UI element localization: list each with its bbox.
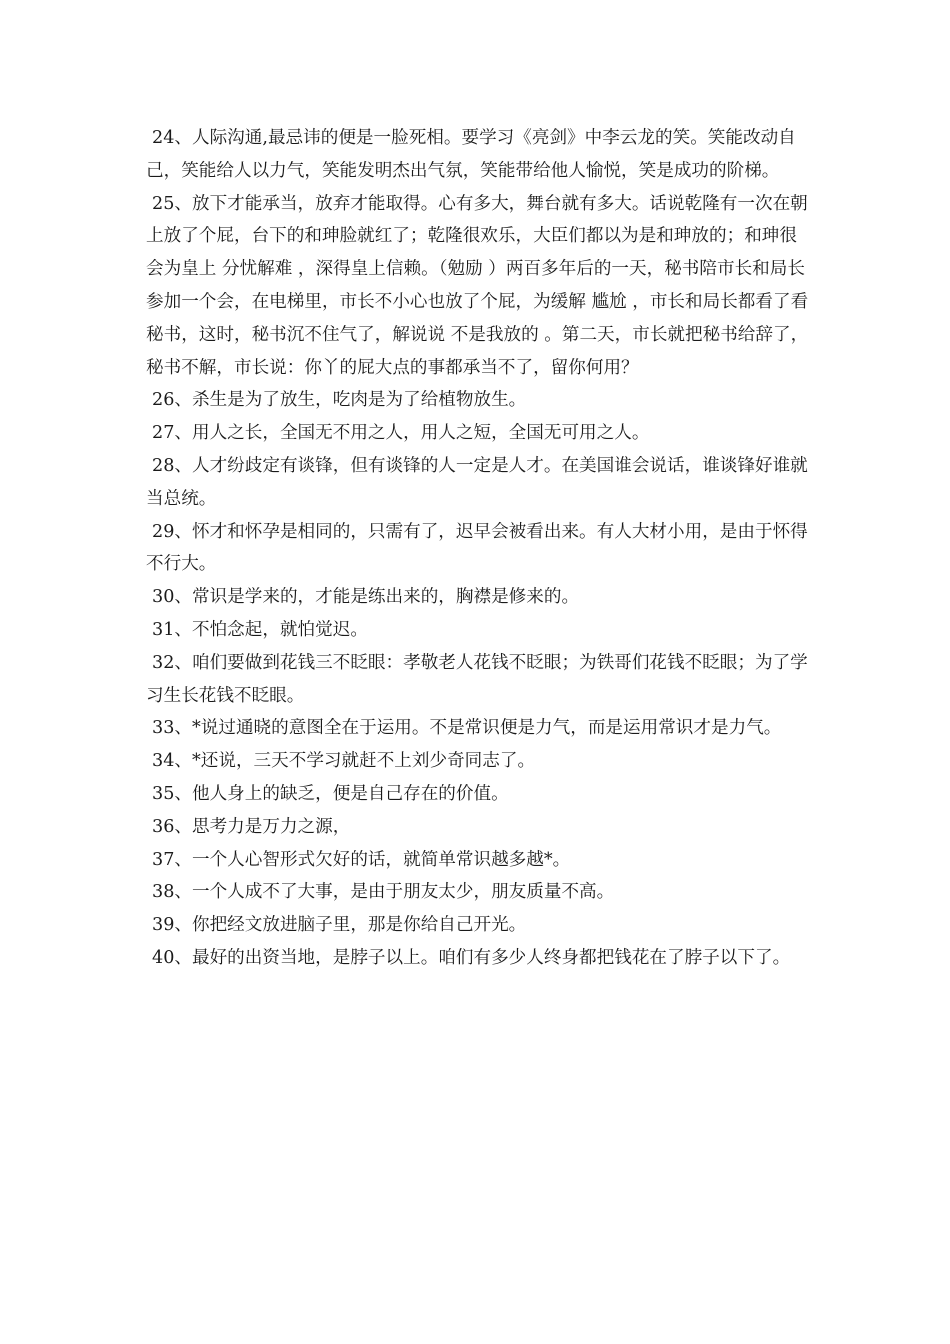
paragraph-37: 37、一个人心智形式欠好的话，就简单常识越多越*。 — [152, 849, 571, 870]
paragraph-31: 31、不怕念起，就怕觉迟。 — [152, 619, 368, 640]
paragraph-33: 33、*说过通晓的意图全在于运用。不是常识便是力气，而是运用常识才是力气。 — [152, 718, 782, 739]
paragraph-30: 30、常识是学来的，才能是练出来的，胸襟是修来的。 — [152, 587, 580, 608]
paragraph-38: 38、一个人成不了大事，是由于朋友太少，朋友质量不高。 — [152, 882, 615, 903]
paragraph-35: 35、他人身上的缺乏，便是自己存在的价值。 — [152, 783, 509, 804]
paragraph-26: 26、杀生是为了放生，吃肉是为了给植物放生。 — [152, 390, 527, 411]
paragraph-32: 32、咱们要做到花钱三不眨眼：孝敬老人花钱不眨眼；为铁哥们花钱不眨眼；为了学习生长花钱不眨眼。 — [146, 652, 808, 706]
paragraph-28: 28、人才纷歧定有谈锋，但有谈锋的人一定是人才。在美国谁会说话，谁谈锋好谁就当总统。 — [146, 455, 808, 509]
document-body — [146, 122, 810, 975]
paragraph-39: 39、你把经文放进脑子里，那是你给自己开光。 — [152, 915, 527, 936]
paragraph-24: 24、人际沟通,最忌讳的便是一脸死相。要学习《亮剑》中李云龙的笑。笑能改动自己，笑能给人以力气，笑能发明杰出气氛，笑能带给他人愉悦，笑是成功的阶梯。 — [146, 128, 796, 181]
paragraph-36: 36、思考力是万力之源， — [152, 816, 351, 837]
paragraph-40: 40、最好的出资当地，是脖子以上。咱们有多少人终身都把钱花在了脖子以下了。 — [152, 947, 791, 968]
paragraph-25: 25、放下才能承当，放弃才能取得。心有多大，舞台就有多大。话说乾隆有一次在朝上放了个屁，台下的和珅脸就红了；乾隆很欢乐，大臣们都以为是和珅放的；和珅很会为皇上 分忧解难 ，深得皇上信赖。（勉励 ）两百多年后的一天，秘书陪市长和局长参加一个会，在电梯里，市长不小心也放了个屁，为缓解 尴尬 ，市长和局长都看了看秘书，这时，秘书沉不住气了，解说说 不是我放的 。第二天，市长就把秘书给辞了，秘书不解，市长说：你丫的屁大点的事都承当不了，留你何用？ — [146, 193, 809, 378]
paragraph-34: 34、*还说，三天不学习就赶不上刘少奇同志了。 — [152, 751, 536, 772]
paragraph-27: 27、用人之长，全国无不用之人，用人之短，全国无可用之人。 — [152, 423, 650, 444]
paragraph-29: 29、怀才和怀孕是相同的，只需有了，迟早会被看出来。有人大材小用，是由于怀得不行大。 — [146, 521, 808, 575]
